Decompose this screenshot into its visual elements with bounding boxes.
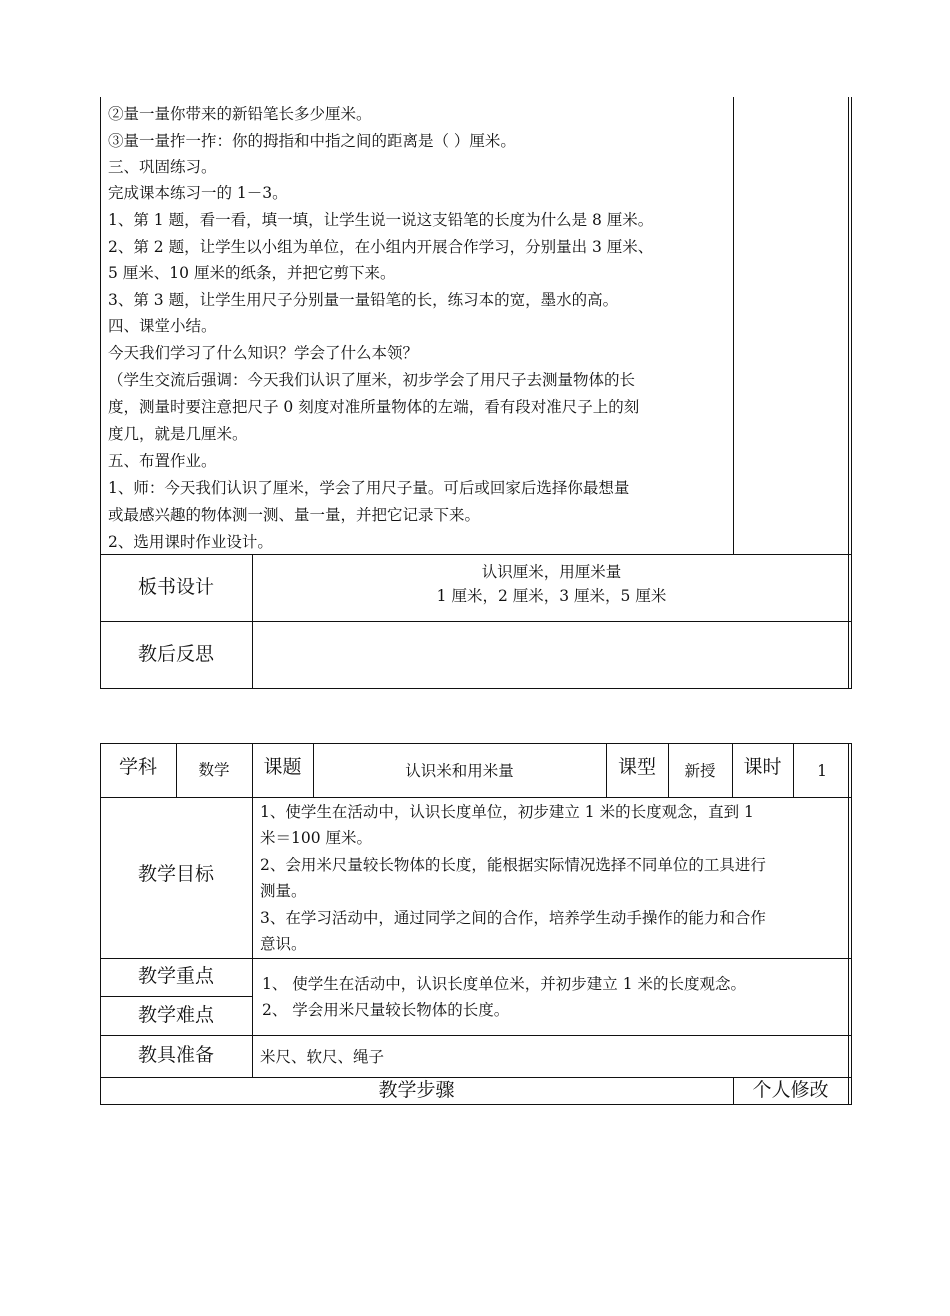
text-line: 今天我们学习了什么知识？学会了什么本领？ xyxy=(108,344,419,362)
teaching-steps-label: 教学步骤 xyxy=(378,1079,455,1101)
board-design-line-1: 认识厘米，用厘米量 xyxy=(481,563,622,581)
text-line: 五、布置作业。 xyxy=(108,452,217,470)
goal-line: 1、使学生在活动中，认识长度单位，初步建立 1 米的长度观念，直到 1 xyxy=(260,803,754,821)
personal-modification-label: 个人修改 xyxy=(752,1079,829,1101)
goal-line: 3、在学习活动中，通过同学之间的合作，培养学生动手操作的能力和合作 xyxy=(260,909,766,927)
board-design-label: 板书设计 xyxy=(137,576,214,598)
tools-value: 米尺、软尺、绳子 xyxy=(260,1048,385,1066)
text-line: 度，测量时要注意把尺子 0 刻度对准所量物体的左端，看有段对准尺子上的刻 xyxy=(108,398,640,416)
goal-line: 意识。 xyxy=(260,935,307,953)
reflection-label: 教后反思 xyxy=(137,643,214,665)
text-line: 度几，就是几厘米。 xyxy=(108,425,248,443)
lesson-type-label: 课型 xyxy=(617,756,656,778)
text-line: 1、师：今天我们认识了厘米，学会了用尺子量。可后或回家后选择你最想量 xyxy=(108,479,630,497)
topic-value: 认识米和用米量 xyxy=(405,762,514,780)
text-line: 四、课堂小结。 xyxy=(108,317,217,335)
text-line: 2、选用课时作业设计。 xyxy=(108,533,273,551)
subject-label: 学科 xyxy=(118,756,157,778)
text-line: 5 厘米、10 厘米的纸条，并把它剪下来。 xyxy=(108,264,396,282)
lesson-type-value: 新授 xyxy=(684,762,716,780)
text-line: 三、巩固练习。 xyxy=(108,158,217,176)
goal-line: 测量。 xyxy=(260,882,307,900)
key-points-label: 教学重点 xyxy=(137,965,214,987)
period-value: 1 xyxy=(817,762,827,780)
text-line: （学生交流后强调：今天我们认识了厘米，初步学会了用尺子去测量物体的长 xyxy=(108,371,636,389)
period-label: 课时 xyxy=(743,756,782,778)
goal-line: 米＝100 厘米。 xyxy=(260,829,373,847)
text-line: 或最感兴趣的物体测一测、量一量，并把它记录下来。 xyxy=(108,506,481,524)
difficulty-label: 教学难点 xyxy=(137,1004,214,1026)
text-line: 2、第 2 题，让学生以小组为单位，在小组内开展合作学习，分别量出 3 厘米、 xyxy=(108,238,654,256)
text-line: ②量一量你带来的新铅笔长多少厘米。 xyxy=(108,105,372,123)
text-line: 3、第 3 题，让学生用尺子分别量一量铅笔的长，练习本的宽，墨水的高。 xyxy=(108,291,619,309)
key-diff-line: 1、 使学生在活动中，认识长度单位米，并初步建立 1 米的长度观念。 xyxy=(262,975,747,993)
goal-line: 2、会用米尺量较长物体的长度，能根据实际情况选择不同单位的工具进行 xyxy=(260,856,766,874)
key-diff-line: 2、 学会用米尺量较长物体的长度。 xyxy=(262,1001,510,1019)
text-line: ③量一量拃一拃：你的拇指和中指之间的距离是（ ）厘米。 xyxy=(108,132,516,150)
tools-label: 教具准备 xyxy=(137,1044,214,1066)
subject-value: 数学 xyxy=(198,761,230,779)
board-design-line-2: 1 厘米，2 厘米，3 厘米，5 厘米 xyxy=(436,587,667,605)
text-line: 完成课本练习一的 1－3。 xyxy=(108,184,288,202)
text-line: 1、第 1 题，看一看，填一填，让学生说一说这支铅笔的长度为什么是 8 厘米。 xyxy=(108,211,654,229)
goals-label: 教学目标 xyxy=(137,863,214,885)
topic-label: 课题 xyxy=(263,756,302,778)
